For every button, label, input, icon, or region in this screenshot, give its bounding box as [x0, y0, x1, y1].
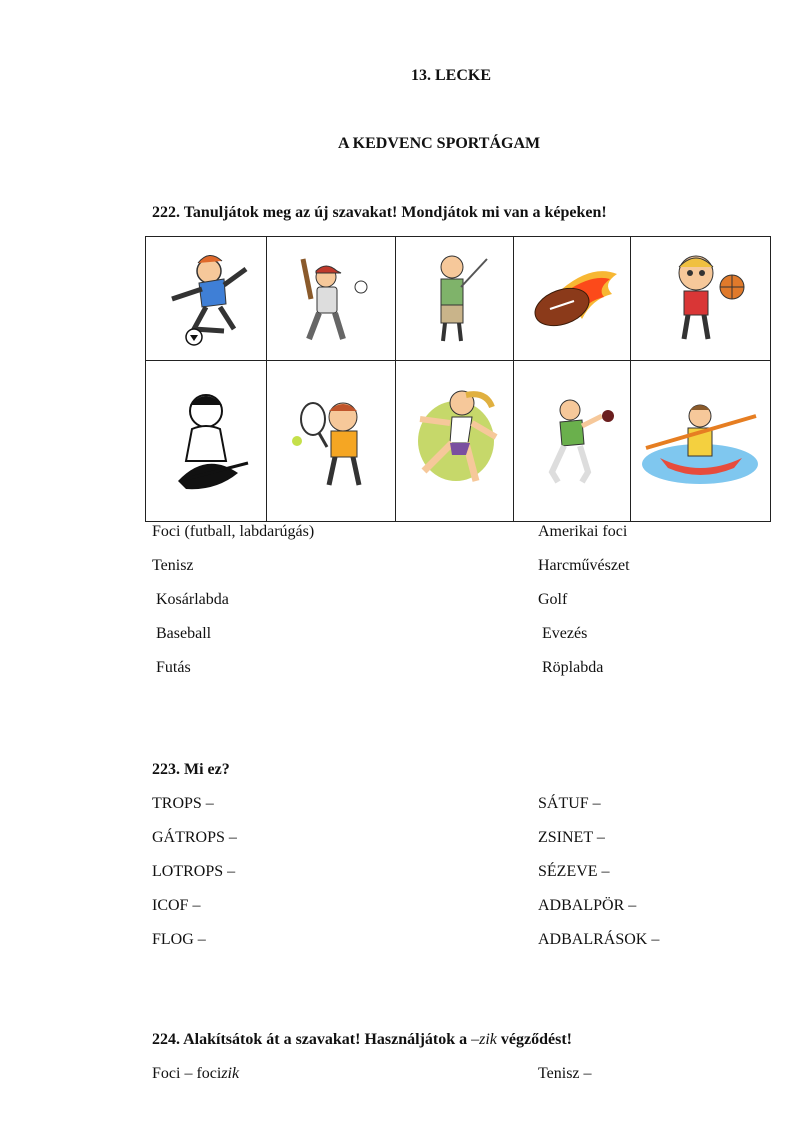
- word-right-4: Evezés: [542, 625, 588, 642]
- basketball-kid-image: [646, 249, 756, 349]
- picture-cell: [396, 237, 514, 361]
- word-left-3: Kosárlabda: [156, 591, 229, 608]
- volleyball-player-image: [522, 386, 622, 496]
- picture-cell: [631, 237, 771, 361]
- soccer-player-image: [154, 249, 259, 349]
- scramble-left-1: TROPS –: [152, 795, 214, 812]
- scramble-right-3: SÉZEVE –: [538, 863, 610, 880]
- scramble-left-2: GÁTROPS –: [152, 829, 237, 846]
- picture-cell: [267, 361, 396, 522]
- word-left-1: Foci (futball, labdarúgás): [152, 523, 315, 540]
- picture-grid: [145, 236, 771, 522]
- lesson-number-title: 13. LECKE: [411, 67, 492, 84]
- word-left-5: Futás: [156, 659, 191, 676]
- picture-cell: [514, 361, 631, 522]
- exercise-224-second: Tenisz –: [538, 1065, 592, 1082]
- picture-cell: [146, 361, 267, 522]
- example-start: Foci – foci: [152, 1065, 222, 1082]
- tennis-kid-image: [281, 381, 381, 501]
- scramble-right-4: ADBALPÖR –: [538, 897, 637, 914]
- scramble-right-5: ADBALRÁSOK –: [538, 931, 660, 948]
- scramble-right-1: SÁTUF –: [538, 795, 601, 812]
- exercise-224-heading-suffix: –zik: [471, 1031, 497, 1048]
- exercise-223-heading: 223. Mi ez?: [152, 761, 230, 778]
- runner-image: [400, 381, 510, 501]
- picture-cell: [146, 237, 267, 361]
- example-suffix: zik: [221, 1065, 240, 1082]
- scramble-right-2: ZSINET –: [538, 829, 605, 846]
- exercise-224-heading-end: végződést!: [496, 1031, 572, 1048]
- word-left-4: Baseball: [156, 625, 212, 642]
- word-right-5: Röplabda: [542, 659, 604, 676]
- word-right-3: Golf: [538, 591, 568, 608]
- flaming-football-image: [522, 259, 622, 339]
- picture-cell: [631, 361, 771, 522]
- picture-cell: [267, 237, 396, 361]
- martial-artist-image: [156, 381, 256, 501]
- exercise-224-heading-start: 224. Alakítsátok át a szavakat! Használjátok a: [152, 1031, 472, 1048]
- exercise-224-heading: [152, 1031, 572, 1049]
- word-right-1: Amerikai foci: [538, 523, 628, 540]
- scramble-left-3: LOTROPS –: [152, 863, 236, 880]
- word-right-2: Harcművészet: [538, 557, 630, 574]
- picture-cell: [396, 361, 514, 522]
- kayaker-image: [638, 386, 763, 496]
- golfer-image: [407, 249, 502, 349]
- word-left-2: Tenisz: [152, 557, 194, 574]
- picture-cell: [514, 237, 631, 361]
- example-line: [152, 1065, 239, 1083]
- lesson-topic-title: A KEDVENC SPORTÁGAM: [338, 135, 541, 152]
- exercise-222-heading: 222. Tanuljátok meg az új szavakat! Mondjátok mi van a képeken!: [152, 204, 607, 221]
- scramble-left-5: FLOG –: [152, 931, 206, 948]
- baseball-batter-image: [281, 249, 381, 349]
- scramble-left-4: ICOF –: [152, 897, 201, 914]
